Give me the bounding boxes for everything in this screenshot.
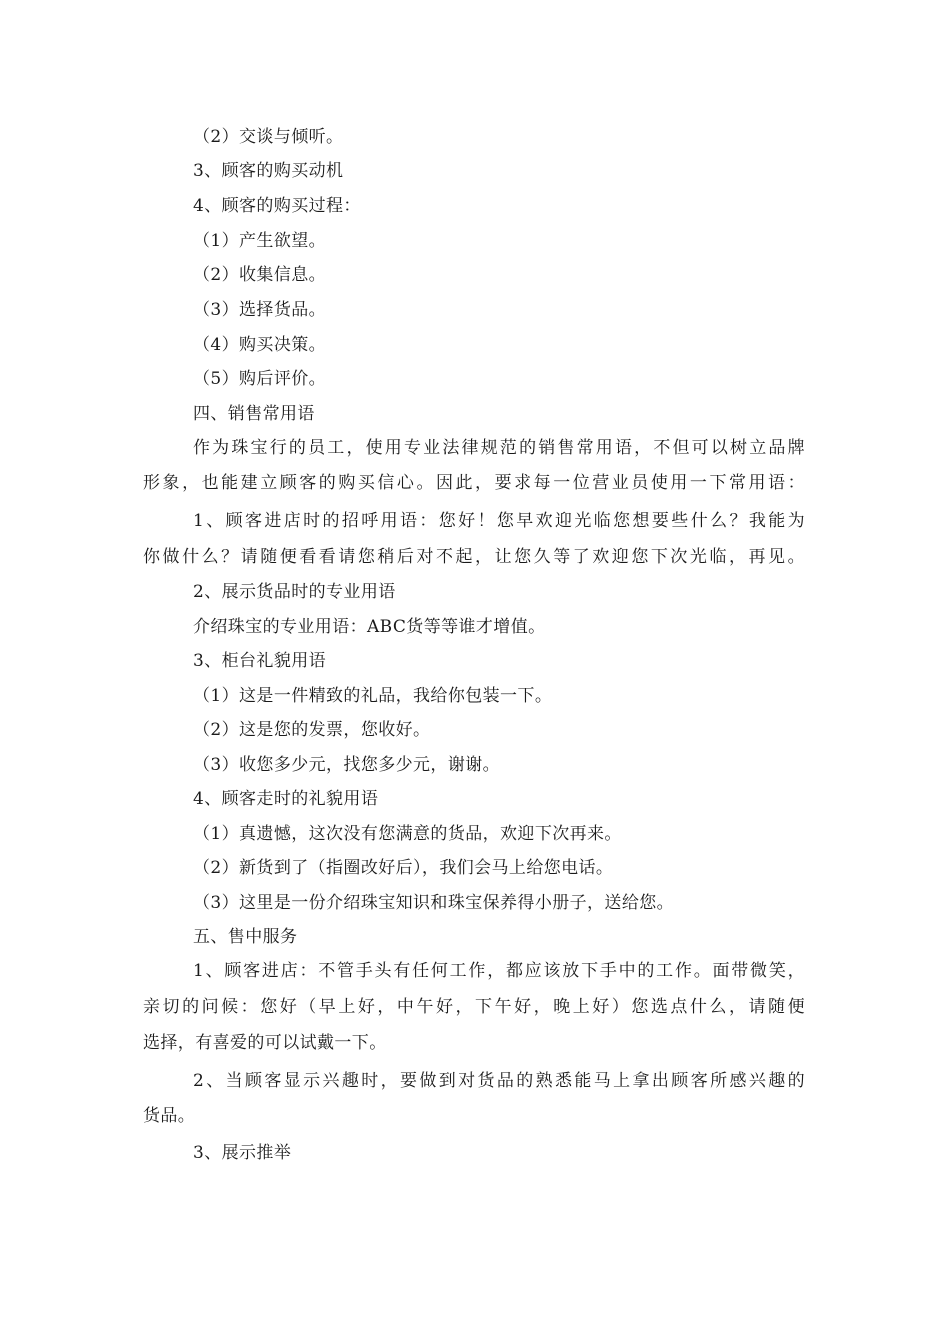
paragraph-line: 作为珠宝行的员工，使用专业法律规范的销售常用语，不但可以树立品牌	[193, 438, 805, 458]
paragraph-line: 2、当顾客显示兴趣时，要做到对货品的熟悉能马上拿出顾客所感兴趣的	[193, 1071, 805, 1091]
section-heading: 四、销售常用语	[193, 404, 315, 424]
text-line: 4、顾客走时的礼貌用语	[193, 789, 379, 809]
text-line: （2）收集信息。	[193, 265, 327, 285]
paragraph-line: 1、顾客进店：不管手头有任何工作，都应该放下手中的工作。面带微笑，	[193, 961, 805, 981]
text-line: （3）收您多少元，找您多少元，谢谢。	[193, 755, 501, 775]
paragraph-line: 亲切的问候：您好（早上好，中午好，下午好，晚上好）您选点什么，请随便	[143, 997, 805, 1017]
text-line: （2）这是您的发票，您收好。	[193, 720, 431, 740]
text-line: （4）购买决策。	[193, 335, 327, 355]
text-line: 3、展示推举	[193, 1143, 292, 1163]
section-heading: 五、售中服务	[193, 927, 298, 947]
text-line: （3）选择货品。	[193, 300, 327, 320]
text-line: 3、柜台礼貌用语	[193, 651, 327, 671]
paragraph-line: 1、顾客进店时的招呼用语：您好！您早欢迎光临您想要些什么？我能为	[193, 511, 805, 531]
text-line: （3）这里是一份介绍珠宝知识和珠宝保养得小册子，送给您。	[193, 893, 675, 913]
text-line: （2）交谈与倾听。	[193, 127, 344, 147]
paragraph-line: 你做什么？请随便看看请您稍后对不起，让您久等了欢迎您下次光临，再见。	[143, 547, 805, 567]
text-line: （5）购后评价。	[193, 369, 327, 389]
paragraph-line: 货品。	[143, 1106, 196, 1126]
text-line: 2、展示货品时的专业用语	[193, 582, 396, 602]
text-line: 4、顾客的购买过程：	[193, 196, 361, 216]
text-line: （2）新货到了（指圈改好后），我们会马上给您电话。	[193, 858, 614, 878]
text-line: （1）这是一件精致的礼品，我给你包装一下。	[193, 686, 553, 706]
text-line: （1）产生欲望。	[193, 231, 327, 251]
paragraph-line: 选择，有喜爱的可以试戴一下。	[143, 1033, 387, 1053]
paragraph-line: 形象，也能建立顾客的购买信心。因此，要求每一位营业员使用一下常用语：	[143, 473, 805, 493]
text-line: 3、顾客的购买动机	[193, 161, 344, 181]
text-line: （1）真遗憾，这次没有您满意的货品，欢迎下次再来。	[193, 824, 622, 844]
text-line: 介绍珠宝的专业用语：ABC货等等谁才增值。	[193, 617, 546, 637]
